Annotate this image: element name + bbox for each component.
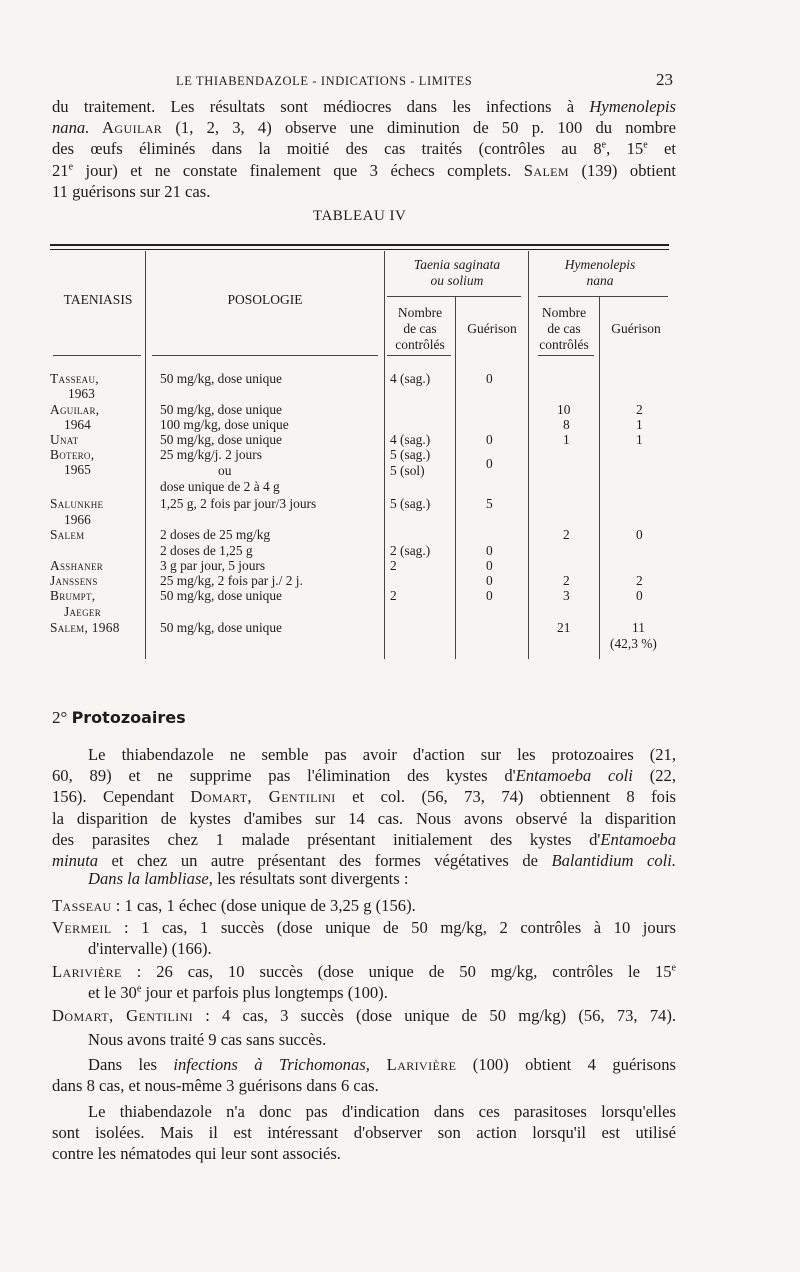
text-line: et le 30e jour et parfois plus longtemps (100).: [88, 983, 388, 1003]
table-cell-taenia-cas: 2 (sag.): [390, 543, 431, 558]
column-divider: [599, 296, 600, 659]
table-cell-taenia-cas: 5 (sag.): [390, 496, 431, 511]
intro-paragraph: [52, 96, 676, 202]
case-entry-4: [52, 1005, 676, 1026]
table-cell-taenia-guerison: 0: [486, 543, 493, 558]
table-top-rule-thin: [50, 249, 669, 250]
text-line: minuta et chez un autre présentant des formes végétatives de Balantidium coli.: [52, 851, 676, 871]
table-top-rule: [50, 244, 669, 246]
table-cell-taenia-guerison: 5: [486, 496, 493, 511]
table-cell-author: Janssens: [50, 573, 98, 588]
page-number: 23: [656, 70, 673, 89]
header-rule: [538, 355, 594, 356]
case-entry-1: [52, 895, 676, 916]
table-cell-dose: 50 mg/kg, dose unique: [160, 402, 282, 417]
header-rule: [387, 355, 451, 356]
table-cell-hymeno-guerison: 0: [636, 588, 643, 603]
text-line: Le thiabendazole ne semble pas avoir d'action sur les protozoaires (21,: [88, 745, 676, 764]
table-cell-author: Jaeger: [64, 604, 102, 619]
table-cell-hymeno-cas: 8: [563, 417, 570, 432]
text-line: du traitement. Les résultats sont médiocres dans les infections à Hymenolepis: [52, 97, 676, 116]
column-divider: [455, 296, 456, 659]
table-cell-dose: 2 doses de 25 mg/kg: [160, 527, 271, 542]
table-cell-dose: 50 mg/kg, dose unique: [160, 432, 282, 447]
table-cell-taenia-guerison: 0: [486, 432, 493, 447]
text-line: Tasseau : 1 cas, 1 échec (dose unique de 3,25 g (156).: [52, 896, 416, 915]
table-cell-hymeno-cas: 3: [563, 588, 570, 603]
text-line: Nous avons traité 9 cas sans succès.: [88, 1030, 327, 1049]
header-rule: [538, 296, 668, 297]
table-cell-year: 1965: [64, 462, 91, 477]
table-cell-author: Unat: [50, 432, 79, 447]
header-rule: [152, 355, 378, 356]
text-line: la disparition de kystes d'amibes sur 14 cas. Nous avons observé la disparition: [52, 808, 676, 828]
section-heading: 2° Protozoaires: [52, 708, 186, 727]
table-cell-dose: 3 g par jour, 5 jours: [160, 558, 266, 573]
column-divider: [384, 251, 385, 659]
table-cell-hymeno-guerison: (42,3 %): [610, 636, 657, 651]
column-divider: [528, 251, 529, 659]
table-cell-taenia-cas: 4 (sag.): [390, 432, 431, 447]
table-cell-hymeno-guerison: 2: [636, 402, 643, 417]
case-entry-2: [52, 917, 676, 959]
table-cell-taenia-cas: 2: [390, 558, 397, 573]
table-cell-taenia-guerison: 0: [486, 456, 493, 471]
group-header-hymenolepis: Hymenolepis nana: [564, 257, 636, 288]
table-cell-dose: 50 mg/kg, dose unique: [160, 371, 282, 386]
column-divider: [145, 251, 146, 659]
text-line: d'intervalle) (166).: [88, 939, 212, 959]
col-header-guerison-taenia: Guérison: [467, 321, 517, 336]
text-line: 21e jour) et ne constate finalement que 3 échecs complets. Salem (139) obtient: [52, 160, 677, 180]
text-line: Larivière : 26 cas, 10 succès (dose unique de 50 mg/kg, contrôles le 15e: [52, 962, 676, 981]
table-cell-author: Asshaner: [50, 558, 104, 573]
table-cell-dose: ou: [218, 463, 232, 478]
body-paragraph-4: [52, 1054, 676, 1096]
table-cell-year: 1966: [64, 512, 91, 527]
table-cell-hymeno-guerison: 0: [636, 527, 643, 542]
running-title: LE THIABENDAZOLE - INDICATIONS - LIMITES: [176, 74, 473, 88]
table-cell-taenia-cas: 5 (sag.): [390, 447, 431, 462]
table-cell-taenia-guerison: 0: [486, 573, 493, 588]
text-line: contre les nématodes qui leur sont associés.: [52, 1144, 341, 1164]
table-cell-dose: 50 mg/kg, dose unique: [160, 588, 282, 603]
table-cell-hymeno-guerison: 11: [632, 620, 645, 635]
col-header-taeniasis: TAENIASIS: [63, 292, 133, 307]
table-cell-hymeno-cas: 2: [563, 573, 570, 588]
text-line: nana. Aguilar (1, 2, 3, 4) observe une diminution de 50 p. 100 du nombre: [52, 118, 676, 138]
table-cell-author: Aguilar,: [50, 402, 100, 417]
text-line: 156). Cependant Domart, Gentilini et col. (56, 73, 74) obtiennent 8 fois: [52, 787, 677, 807]
text-line: des œufs éliminés dans la moitié des cas traités (contrôles au 8e, 15e et: [52, 139, 677, 159]
table-cell-dose: 50 mg/kg, dose unique: [160, 620, 282, 635]
table-cell-taenia-guerison: 0: [486, 588, 493, 603]
table-cell-dose: 25 mg/kg/j. 2 jours: [160, 447, 262, 462]
table-cell-author: Brumpt,: [50, 588, 96, 603]
table-cell-author: Salem, 1968: [50, 620, 120, 635]
text-line: Vermeil : 1 cas, 1 succès (dose unique de 50 mg/kg, 2 contrôles à 10 jours: [52, 918, 676, 937]
text-line: Domart, Gentilini : 4 cas, 3 succès (dose unique de 50 mg/kg) (56, 73, 74).: [52, 1006, 676, 1025]
text-line: des parasites chez 1 malade présentant initialement des kystes d'Entamoeba: [52, 829, 676, 849]
body-paragraph-5: [52, 1101, 676, 1165]
table-cell-year: 1963: [68, 386, 95, 401]
text-line: Dans les infections à Trichomonas, Larivière (100) obtient 4 guérisons: [88, 1055, 676, 1074]
text-line: 60, 89) et ne supprime pas l'élimination des kystes d'Entamoeba coli (22,: [52, 766, 676, 786]
col-header-guerison-hymeno: Guérison: [611, 321, 661, 336]
table-cell-dose: dose unique de 2 à 4 g: [160, 479, 280, 494]
table-cell-taenia-cas: 4 (sag.): [390, 371, 431, 386]
body-paragraph-3: [52, 1029, 676, 1050]
table-cell-dose: 1,25 g, 2 fois par jour/3 jours: [160, 496, 317, 511]
col-header-posologie: POSOLOGIE: [227, 292, 303, 307]
header-rule: [53, 355, 141, 356]
text-line: Le thiabendazole n'a donc pas d'indication dans ces parasitoses lorsqu'elles: [88, 1102, 676, 1121]
table-cell-taenia-guerison: 0: [486, 558, 493, 573]
text-line: 11 guérisons sur 21 cas.: [52, 181, 211, 201]
table-cell-hymeno-cas: 21: [557, 620, 571, 635]
col-header-nombre-taenia: Nombre de cas contrôlés: [395, 305, 445, 352]
table-cell-dose: 2 doses de 1,25 g: [160, 543, 253, 558]
table-cell-taenia-cas: 5 (sol): [390, 463, 425, 478]
case-entry-3: [52, 961, 676, 1003]
table-cell-author: Botero,: [50, 447, 95, 462]
table-title: TABLEAU IV: [313, 208, 407, 224]
table-cell-hymeno-guerison: 2: [636, 573, 643, 588]
table-cell-taenia-cas: 2: [390, 588, 397, 603]
table-cell-dose: 25 mg/kg, 2 fois par j./ 2 j.: [160, 573, 303, 588]
table-cell-hymeno-cas: 1: [563, 432, 570, 447]
table-cell-hymeno-guerison: 1: [636, 417, 643, 432]
table-cell-author: Salunkhe: [50, 496, 104, 511]
body-paragraph-2: [52, 868, 676, 889]
table-cell-taenia-guerison: 0: [486, 371, 493, 386]
col-header-nombre-hymeno: Nombre de cas contrôlés: [539, 305, 589, 352]
text-line: Dans la lambliase, les résultats sont divergents :: [88, 869, 409, 888]
body-paragraph-1: [52, 744, 676, 871]
text-line: dans 8 cas, et nous-même 3 guérisons dans 6 cas.: [52, 1076, 379, 1096]
table-cell-dose: 100 mg/kg, dose unique: [160, 417, 289, 432]
group-header-taenia: Taenia saginata ou solium: [413, 257, 501, 288]
table-cell-hymeno-cas: 2: [563, 527, 570, 542]
header-rule: [387, 296, 521, 297]
table-cell-hymeno-cas: 10: [557, 402, 571, 417]
text-line: sont isolées. Mais il est intéressant d'observer son action lorsqu'il est utilisé: [52, 1123, 676, 1143]
table-cell-hymeno-guerison: 1: [636, 432, 643, 447]
table-cell-author: Tasseau,: [50, 371, 99, 386]
table-cell-year: 1964: [64, 417, 91, 432]
table-cell-author: Salem: [50, 527, 85, 542]
